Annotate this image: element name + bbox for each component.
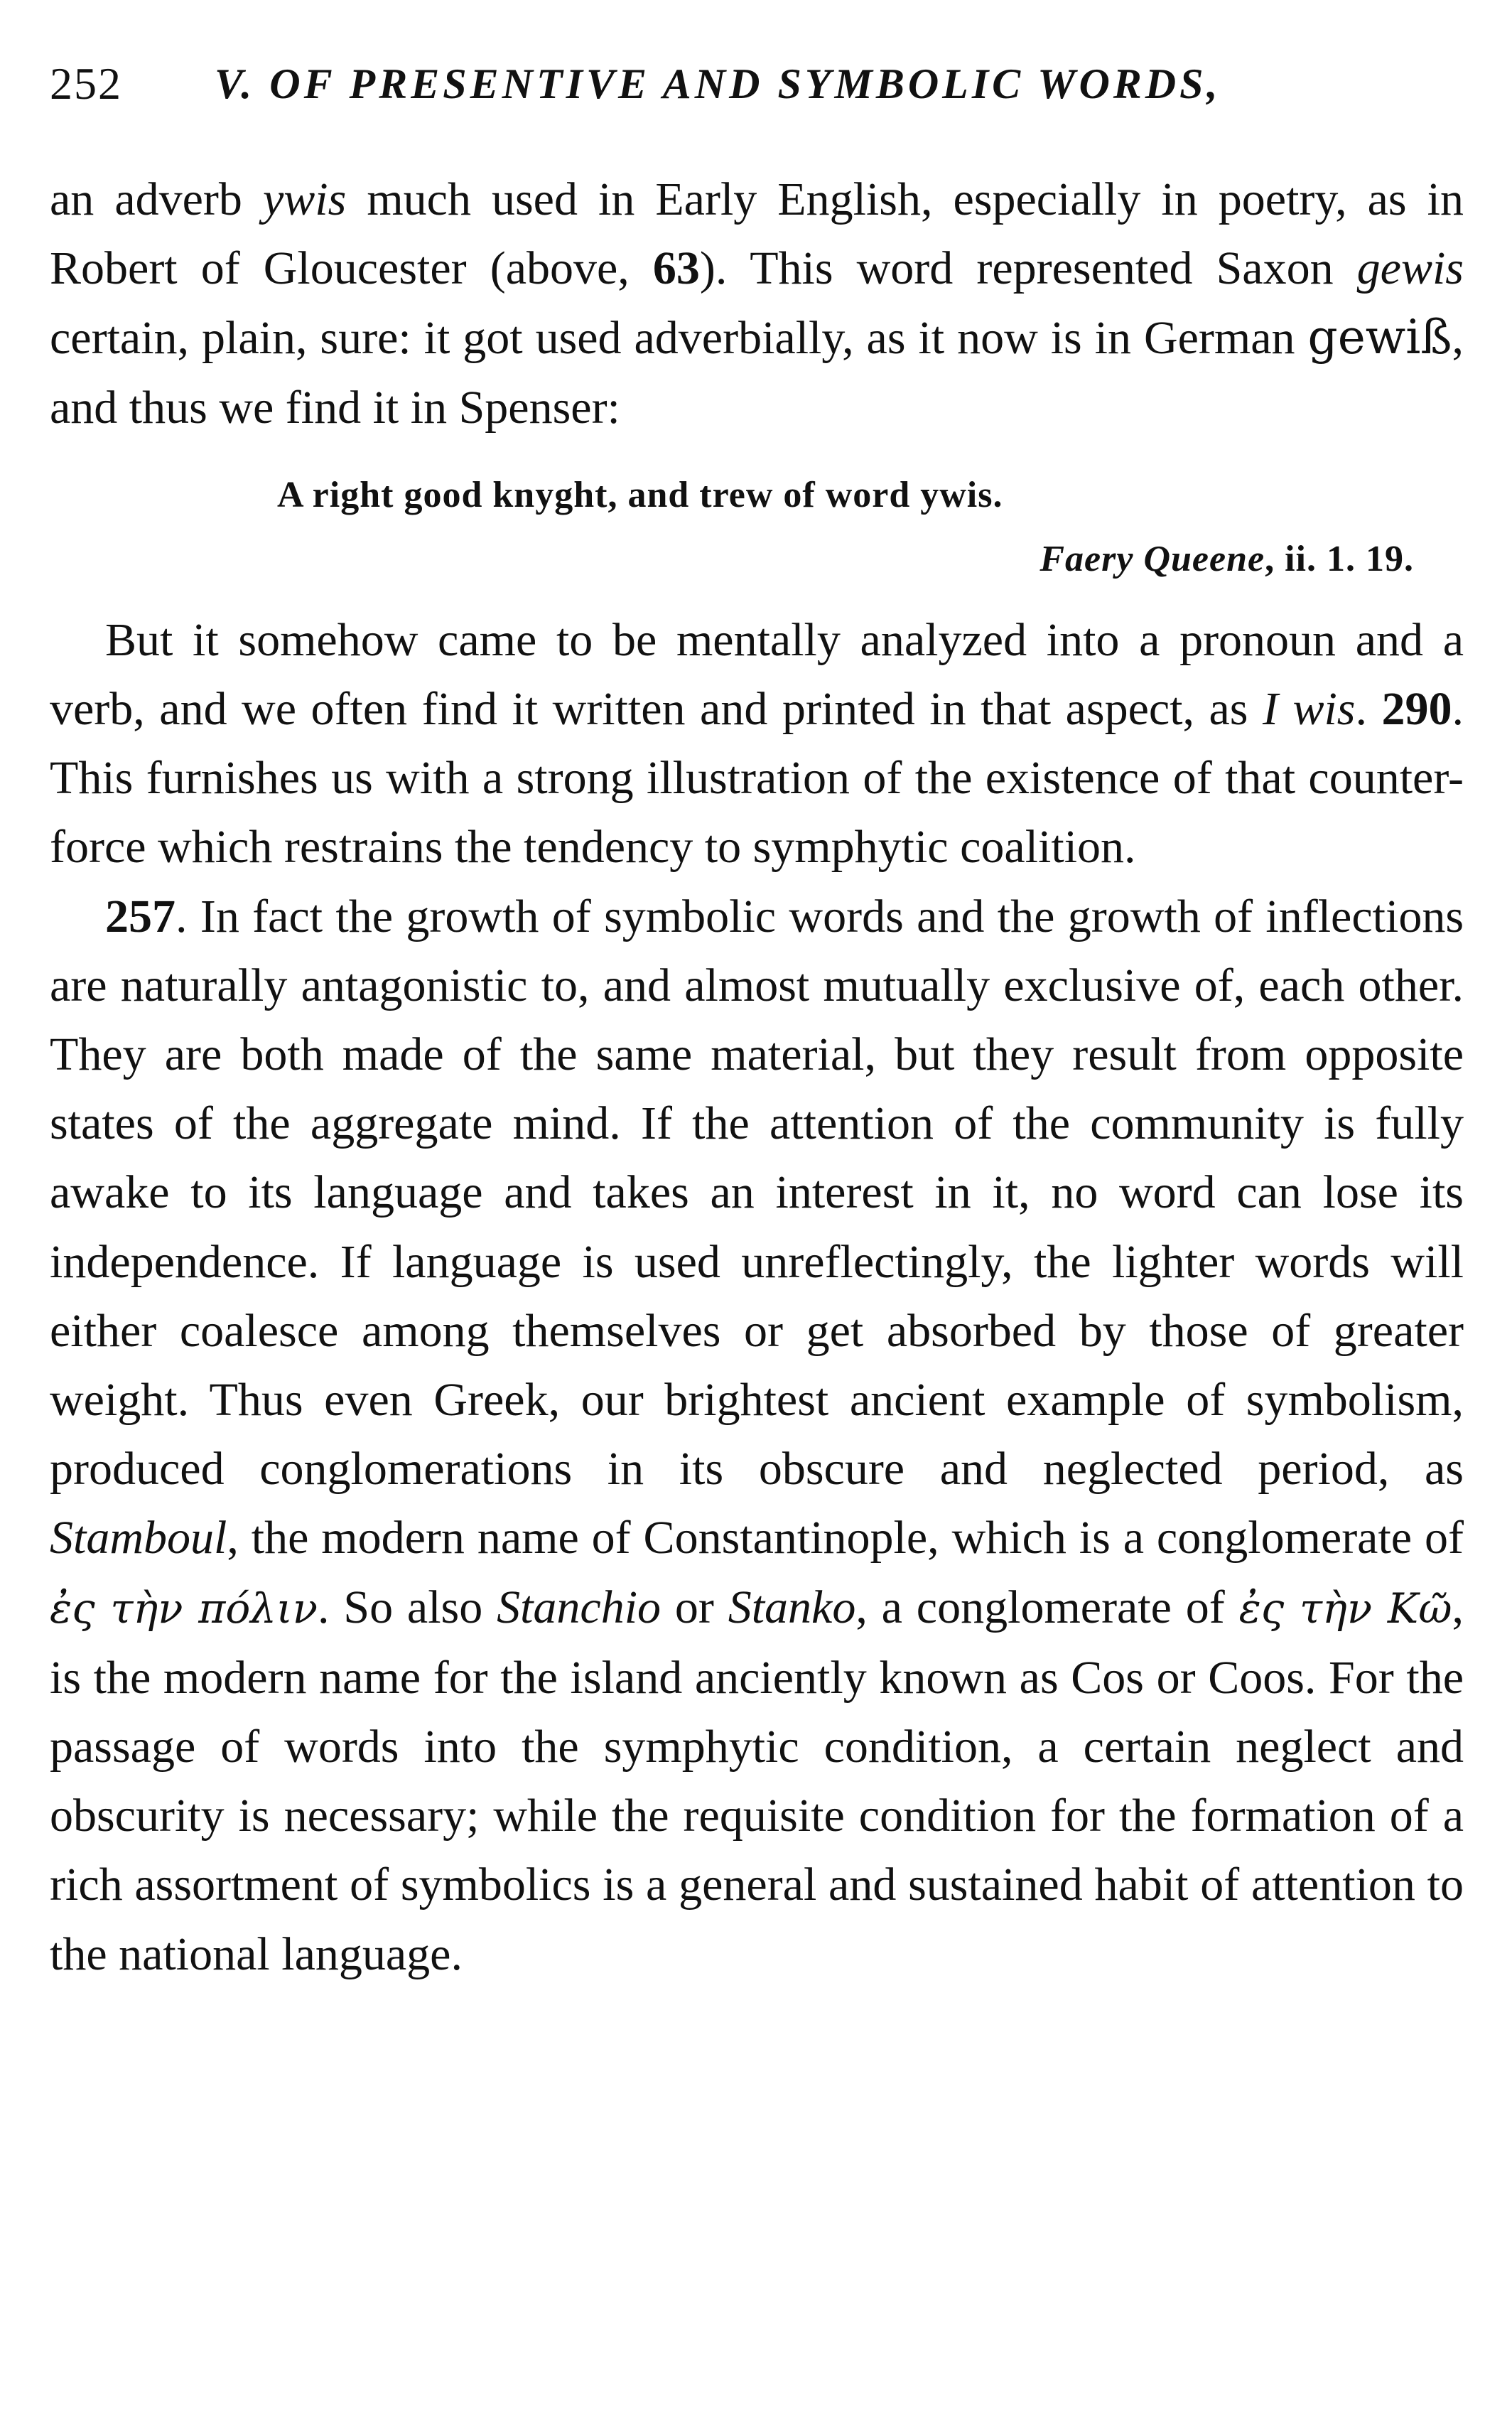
word-stanko: Stanko bbox=[728, 1581, 856, 1633]
paragraph-i-wis bbox=[50, 606, 1464, 882]
section-ref-290: 290 bbox=[1381, 683, 1452, 736]
text-run: , is the modern name for the island anciently known as Cos or Coos. For the passage of words into the symphytic condition, a certain neglect and obscurity is necessary; while the requisite condition for the formation of a rich assortment of symbolics is a general and sustained habit of attention to the national language. bbox=[50, 1581, 1464, 1980]
text-run: , a conglomerate of bbox=[855, 1581, 1239, 1633]
text-run: . This furnishes us with a strong illustration of the existence of that counter-force which restrains the tendency to symphytic coalition. bbox=[50, 683, 1464, 874]
text-run: . bbox=[1355, 683, 1382, 736]
text-run: ). This word represented Saxon bbox=[699, 242, 1357, 295]
quotation-citation bbox=[1040, 525, 1414, 593]
word-gewiss: gewiß bbox=[1307, 310, 1452, 365]
text-run: But it somehow came to be mentally analyzed into a pronoun and a verb, and we often find it written and printed in that aspect, as bbox=[50, 613, 1464, 736]
word-stamboul: Stamboul bbox=[50, 1512, 227, 1564]
text-run: , and thus we find it in Spenser: bbox=[50, 312, 1464, 434]
text-run: much used in Early English, especially in poetry, as in Robert of Gloucester (above, bbox=[50, 173, 1464, 295]
text-run: certain, plain, sure: it got used adverbially, as it now is in German bbox=[50, 312, 1308, 365]
citation-reference: , ii. 1. 19. bbox=[1265, 538, 1414, 579]
text-run: or bbox=[661, 1581, 728, 1633]
text-run: an adverb bbox=[50, 173, 263, 225]
quotation-line: A right good knyght, and trew of word ywis. bbox=[277, 474, 1003, 515]
word-stanchio: Stanchio bbox=[497, 1581, 662, 1633]
word-ywis: ywis bbox=[262, 173, 347, 225]
paragraph-257 bbox=[50, 882, 1464, 1989]
text-run: , the modern name of Constantinople, which is a conglomerate of bbox=[227, 1512, 1464, 1564]
greek-phrase-polin: ἐς τὴν πόλιν bbox=[50, 1584, 318, 1633]
paragraph-ywis bbox=[50, 165, 1464, 442]
greek-phrase-ko: ἐς τὴν Κῶ bbox=[1238, 1584, 1452, 1633]
section-number-257: 257 bbox=[105, 890, 176, 942]
citation-title: Faery Queene bbox=[1040, 538, 1265, 579]
text-run: . So also bbox=[318, 1581, 497, 1633]
spenser-quotation bbox=[50, 446, 1464, 606]
phrase-i-wis: I wis bbox=[1262, 683, 1356, 736]
page-number: 252 bbox=[50, 58, 122, 109]
body-text bbox=[50, 165, 1464, 1989]
running-header bbox=[50, 51, 1464, 117]
section-ref-63: 63 bbox=[652, 242, 700, 295]
running-title: V. OF PRESENTIVE AND SYMBOLIC WORDS, bbox=[215, 60, 1221, 107]
word-gewis: gewis bbox=[1356, 242, 1464, 295]
text-run: . In fact the growth of symbolic words and the growth of inflections are naturally antagonistic to, and almost mutually exclusive of, each other. They are both made of the same material, but they result from opposite states of the aggregate mind. If the attention of the community is fully awake to its language and takes an interest in it, no word can lose its independence. If language is used unreflectingly, the lighter words will either coalesce among themselves or get absorbed by those of greater weight. Thus even Greek, our brightest ancient example of symbolism, produced conglomerations in its obscure and neglected period, as bbox=[50, 890, 1464, 1495]
